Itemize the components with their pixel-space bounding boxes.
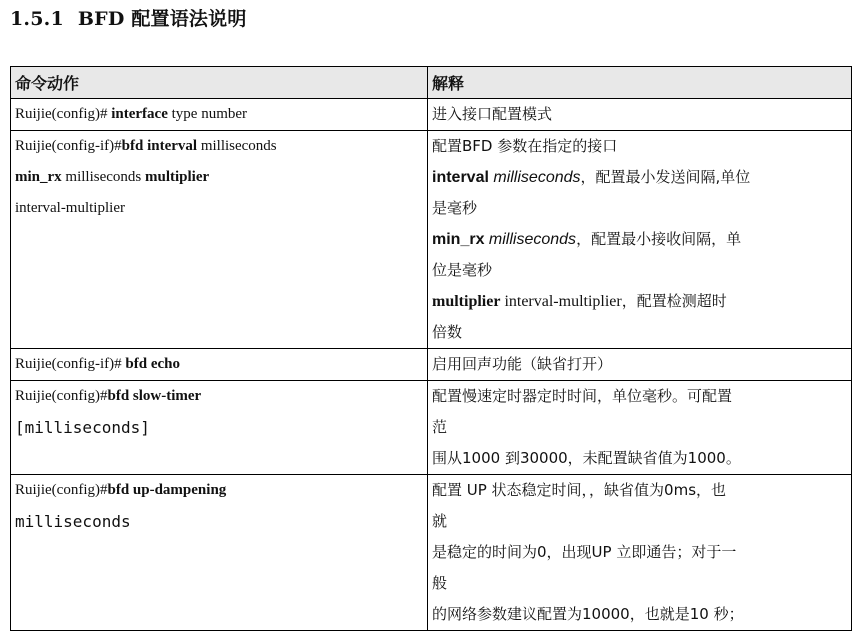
explanation-line <box>428 162 851 193</box>
explanation-line <box>428 99 851 130</box>
explanation-line <box>428 475 851 506</box>
explanation-line <box>428 224 851 255</box>
table-row <box>11 99 852 131</box>
command-keyword: bfd up-dampening <box>107 482 227 498</box>
text-segment: 倍数 <box>432 323 463 341</box>
text-segment: interval-multiplier <box>500 293 622 310</box>
command-cell <box>11 349 428 381</box>
table-row <box>11 475 852 631</box>
command-keyword: bfd echo <box>125 356 180 372</box>
command-line <box>11 131 427 162</box>
text-segment: ，配置最小发送间隔,单位 <box>580 168 751 186</box>
command-keyword: interface <box>111 106 168 122</box>
table-row <box>11 349 852 381</box>
header-explanation: 解释 <box>428 67 852 99</box>
explanation-line <box>428 506 851 537</box>
section-title: BFD 配置语法说明 <box>77 8 247 30</box>
text-segment: 就 <box>432 512 448 530</box>
explanation-line <box>428 193 851 224</box>
command-cell <box>11 475 428 631</box>
command-line: [milliseconds] <box>15 418 150 437</box>
command-keyword: bfd slow-timer <box>107 388 202 404</box>
text-segment: 进入接口配置模式 <box>432 105 553 123</box>
command-line <box>11 193 427 224</box>
command-line <box>11 475 427 506</box>
text-segment: interval-multiplier <box>15 200 125 216</box>
table-body <box>11 99 852 631</box>
command-line <box>11 349 427 380</box>
text-segment: multiplier <box>432 293 501 310</box>
command-cell <box>11 131 428 349</box>
text-segment: min_rx <box>432 231 485 248</box>
command-keyword: bfd interval <box>121 138 198 154</box>
explanation-cell <box>428 131 852 349</box>
text-segment: interval <box>432 169 489 186</box>
explanation-line <box>428 537 851 568</box>
explanation-cell <box>428 349 852 381</box>
table-row <box>11 131 852 349</box>
text-segment: 配置BFD 参数在指定的接口 <box>432 137 618 155</box>
text-segment: 般 <box>432 574 448 592</box>
section-number: 1.5.1 <box>10 8 64 30</box>
explanation-line <box>428 599 851 630</box>
text-segment: milliseconds <box>61 169 145 185</box>
text-segment: Ruijie(config)# <box>15 388 108 404</box>
explanation-line <box>428 317 851 348</box>
bfd-config-table <box>10 66 852 631</box>
text-segment: ，配置检测超时 <box>621 292 727 310</box>
explanation-line <box>428 255 851 286</box>
explanation-cell <box>428 381 852 475</box>
explanation-line <box>428 412 851 443</box>
explanation-cell <box>428 99 852 131</box>
text-segment: ，配置最小接收间隔，单 <box>576 230 742 248</box>
text-segment: Ruijie(config)# <box>15 482 108 498</box>
explanation-line <box>428 443 851 474</box>
text-segment: 启用回声功能（缺省打开） <box>432 355 613 373</box>
text-segment: 配置慢速定时器定时时间，单位毫秒。可配置 <box>432 387 733 405</box>
command-line <box>11 162 427 193</box>
text-segment: milliseconds <box>488 169 581 186</box>
command-line <box>11 381 427 412</box>
table-header-row <box>11 67 852 99</box>
text-segment: Ruijie(config-if)# <box>15 138 122 154</box>
text-segment: Ruijie(config)# <box>15 106 112 122</box>
explanation-line <box>428 131 851 162</box>
text-segment: milliseconds <box>484 231 577 248</box>
text-segment: type number <box>167 106 248 122</box>
text-segment: 是稳定的时间为0，出现UP 立即通告；对于一 <box>432 543 737 561</box>
command-line <box>11 99 427 130</box>
command-line: milliseconds <box>15 512 131 531</box>
text-segment: 范 <box>432 418 448 436</box>
text-segment: 围从1000 到30000，未配置缺省值为1000。 <box>432 449 741 467</box>
text-segment: 的网络参数建议配置为10000，也就是10 秒； <box>432 605 744 623</box>
explanation-line <box>428 286 851 317</box>
section-heading <box>10 4 247 31</box>
explanation-cell <box>428 475 852 631</box>
text-segment: 位是毫秒 <box>432 261 493 279</box>
explanation-line <box>428 349 851 380</box>
text-segment: milliseconds <box>197 138 277 154</box>
text-segment: 配置 UP 状态稳定时间，，缺省值为0ms，也 <box>432 481 727 499</box>
text-segment: 是毫秒 <box>432 199 478 217</box>
table-row <box>11 381 852 475</box>
command-keyword: min_rx <box>15 169 62 185</box>
text-segment: Ruijie(config-if)# <box>15 356 126 372</box>
header-command-action: 命令动作 <box>11 67 428 99</box>
command-cell <box>11 99 428 131</box>
command-cell <box>11 381 428 475</box>
explanation-line <box>428 568 851 599</box>
explanation-line <box>428 381 851 412</box>
command-keyword: multiplier <box>145 169 210 185</box>
